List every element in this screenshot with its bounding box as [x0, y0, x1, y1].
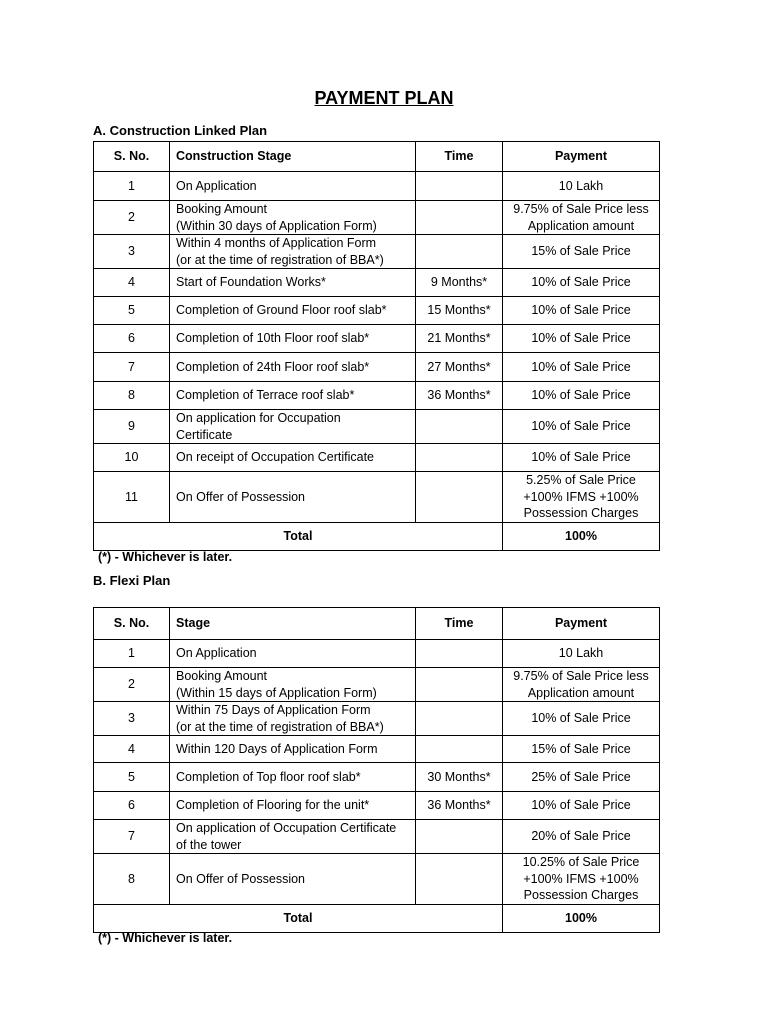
header-payment: Payment	[503, 142, 660, 172]
cell-stage-line: of the tower	[176, 837, 242, 852]
header-stage: Construction Stage	[170, 142, 416, 172]
cell-payment	[503, 763, 660, 792]
cell-stage-line: Within 120 Days of Application Form	[176, 741, 378, 756]
table-row	[94, 702, 660, 736]
cell-sno: 5	[94, 297, 170, 325]
cell-stage	[170, 410, 416, 444]
cell-time	[416, 472, 503, 523]
table-header-row	[94, 142, 660, 172]
cell-stage-line: Within 4 months of Application Form	[176, 236, 377, 250]
table-row	[94, 269, 660, 297]
header-sno: S. No.	[94, 608, 170, 640]
cell-payment-line: Possession Charges	[523, 506, 639, 520]
cell-time: 30 Months*	[416, 763, 503, 792]
cell-payment-line: 9.75% of Sale Price less	[513, 202, 649, 216]
header-time: Time	[416, 608, 503, 640]
total-row	[94, 522, 660, 550]
cell-payment-line: 10% of Sale Price	[531, 388, 631, 403]
plan-a-table	[93, 141, 660, 551]
cell-stage-line: Completion of Top floor roof slab*	[176, 769, 361, 784]
cell-time	[416, 854, 503, 905]
cell-stage	[170, 763, 416, 792]
table-row	[94, 668, 660, 702]
cell-stage-line: Within 75 Days of Application Form	[176, 703, 371, 717]
cell-payment-line: 10 Lakh	[558, 646, 604, 661]
cell-payment	[503, 702, 660, 736]
cell-time	[416, 702, 503, 736]
cell-payment	[503, 382, 660, 410]
cell-payment-line: 25% of Sale Price	[531, 769, 631, 784]
cell-sno: 8	[94, 382, 170, 410]
cell-stage	[170, 353, 416, 382]
cell-time	[416, 172, 503, 201]
header-sno: S. No.	[94, 142, 170, 172]
total-label: Total	[94, 522, 503, 550]
cell-stage-line: On application of Occupation Certificate	[176, 821, 397, 835]
table-row	[94, 472, 660, 523]
cell-payment	[503, 854, 660, 905]
cell-stage	[170, 325, 416, 353]
cell-stage-line: On application for Occupation	[176, 411, 341, 425]
cell-payment-line: Possession Charges	[523, 888, 639, 902]
cell-time	[416, 410, 503, 444]
cell-payment-line: 15% of Sale Price	[531, 741, 631, 756]
cell-stage-line: On Offer of Possession	[176, 489, 305, 504]
cell-stage-line: On Application	[176, 178, 257, 193]
cell-stage	[170, 668, 416, 702]
table-row	[94, 353, 660, 382]
cell-payment	[503, 269, 660, 297]
cell-stage	[170, 235, 416, 269]
cell-payment	[503, 172, 660, 201]
cell-stage	[170, 792, 416, 820]
cell-time: 21 Months*	[416, 325, 503, 353]
table-row	[94, 820, 660, 854]
cell-payment-line: +100% IFMS +100%	[523, 489, 639, 504]
cell-payment	[503, 325, 660, 353]
cell-time	[416, 668, 503, 702]
cell-payment	[503, 640, 660, 668]
cell-payment	[503, 297, 660, 325]
cell-payment-line: 15% of Sale Price	[531, 244, 631, 259]
cell-sno: 11	[94, 472, 170, 523]
table-header-row	[94, 608, 660, 640]
cell-sno: 1	[94, 640, 170, 668]
cell-payment-line: 10% of Sale Price	[531, 711, 631, 726]
cell-stage-line: Completion of 24th Floor roof slab*	[176, 359, 370, 374]
cell-stage	[170, 736, 416, 763]
cell-stage-line: On receipt of Occupation Certificate	[176, 450, 375, 465]
cell-payment-line: 20% of Sale Price	[531, 829, 631, 844]
cell-stage-line: Completion of 10th Floor roof slab*	[176, 331, 370, 346]
cell-sno: 2	[94, 668, 170, 702]
cell-time: 9 Months*	[416, 269, 503, 297]
cell-payment	[503, 410, 660, 444]
cell-time: 36 Months*	[416, 792, 503, 820]
cell-sno: 4	[94, 736, 170, 763]
cell-stage	[170, 854, 416, 905]
table-row	[94, 172, 660, 201]
cell-payment-line: 10% of Sale Price	[531, 303, 631, 318]
cell-time	[416, 820, 503, 854]
cell-time: 15 Months*	[416, 297, 503, 325]
cell-stage	[170, 297, 416, 325]
table-row	[94, 792, 660, 820]
plan-b-heading: B. Flexi Plan	[93, 573, 171, 588]
cell-payment-line: +100% IFMS +100%	[523, 871, 639, 886]
cell-stage	[170, 702, 416, 736]
cell-payment	[503, 444, 660, 472]
cell-time	[416, 235, 503, 269]
cell-payment-line: 10% of Sale Price	[531, 359, 631, 374]
cell-stage-line: On Offer of Possession	[176, 871, 305, 886]
cell-payment	[503, 736, 660, 763]
cell-stage-line: Start of Foundation Works*	[176, 275, 326, 290]
cell-payment-line: 5.25% of Sale Price	[526, 473, 636, 487]
cell-stage-line: Completion of Flooring for the unit*	[176, 798, 370, 813]
cell-stage-line: (or at the time of registration of BBA*)	[176, 719, 384, 734]
cell-sno: 10	[94, 444, 170, 472]
cell-payment-line: 10% of Sale Price	[531, 275, 631, 290]
cell-stage-line: (or at the time of registration of BBA*)	[176, 252, 384, 267]
cell-payment-line: Application amount	[527, 685, 635, 700]
cell-payment	[503, 353, 660, 382]
cell-stage	[170, 640, 416, 668]
cell-sno: 5	[94, 763, 170, 792]
cell-time: 27 Months*	[416, 353, 503, 382]
cell-stage	[170, 444, 416, 472]
table-row	[94, 763, 660, 792]
cell-payment	[503, 472, 660, 523]
table-row	[94, 382, 660, 410]
cell-sno: 4	[94, 269, 170, 297]
table-row	[94, 325, 660, 353]
cell-time	[416, 201, 503, 235]
cell-stage	[170, 820, 416, 854]
cell-stage	[170, 172, 416, 201]
cell-payment-line: 10% of Sale Price	[531, 419, 631, 434]
cell-stage-line: On Application	[176, 646, 257, 661]
cell-payment-line: 10% of Sale Price	[531, 798, 631, 813]
cell-stage-line: (Within 30 days of Application Form)	[176, 218, 377, 233]
cell-payment-line: 10% of Sale Price	[531, 450, 631, 465]
cell-payment-line: 10.25% of Sale Price	[522, 855, 640, 869]
cell-stage	[170, 269, 416, 297]
cell-sno: 1	[94, 172, 170, 201]
plan-a-heading: A. Construction Linked Plan	[93, 123, 268, 138]
total-label: Total	[94, 904, 503, 932]
cell-stage	[170, 382, 416, 410]
table-row	[94, 736, 660, 763]
cell-sno: 6	[94, 792, 170, 820]
table-row	[94, 854, 660, 905]
cell-payment-line: 10% of Sale Price	[531, 331, 631, 346]
plan-b-table	[93, 607, 660, 933]
cell-stage-line: Booking Amount	[176, 669, 268, 683]
cell-sno: 3	[94, 235, 170, 269]
cell-sno: 7	[94, 353, 170, 382]
header-stage: Stage	[170, 608, 416, 640]
cell-payment	[503, 201, 660, 235]
cell-stage-line: Certificate	[176, 427, 233, 442]
cell-time	[416, 444, 503, 472]
header-time: Time	[416, 142, 503, 172]
cell-sno: 3	[94, 702, 170, 736]
cell-stage-line: (Within 15 days of Application Form)	[176, 685, 377, 700]
header-payment: Payment	[503, 608, 660, 640]
plan-b-note: (*) - Whichever is later.	[98, 931, 233, 945]
total-value: 100%	[503, 522, 660, 550]
cell-time	[416, 736, 503, 763]
table-row	[94, 235, 660, 269]
cell-stage-line: Booking Amount	[176, 202, 268, 216]
cell-sno: 6	[94, 325, 170, 353]
cell-payment-line: 10 Lakh	[558, 178, 604, 193]
table-row	[94, 297, 660, 325]
cell-payment	[503, 668, 660, 702]
plan-a-note: (*) - Whichever is later.	[98, 550, 233, 564]
cell-payment-line: 9.75% of Sale Price less	[513, 669, 649, 683]
cell-sno: 9	[94, 410, 170, 444]
cell-stage	[170, 201, 416, 235]
cell-sno: 2	[94, 201, 170, 235]
cell-payment	[503, 820, 660, 854]
cell-stage-line: Completion of Terrace roof slab*	[176, 388, 355, 403]
total-row	[94, 904, 660, 932]
cell-time	[416, 640, 503, 668]
cell-payment-line: Application amount	[527, 218, 635, 233]
cell-stage	[170, 472, 416, 523]
table-row	[94, 201, 660, 235]
total-value: 100%	[503, 904, 660, 932]
table-row	[94, 410, 660, 444]
cell-stage-line: Completion of Ground Floor roof slab*	[176, 303, 387, 318]
table-row	[94, 444, 660, 472]
cell-sno: 8	[94, 854, 170, 905]
cell-time: 36 Months*	[416, 382, 503, 410]
cell-payment	[503, 235, 660, 269]
cell-payment	[503, 792, 660, 820]
table-row	[94, 640, 660, 668]
cell-sno: 7	[94, 820, 170, 854]
page-title: PAYMENT PLAN	[314, 88, 454, 108]
